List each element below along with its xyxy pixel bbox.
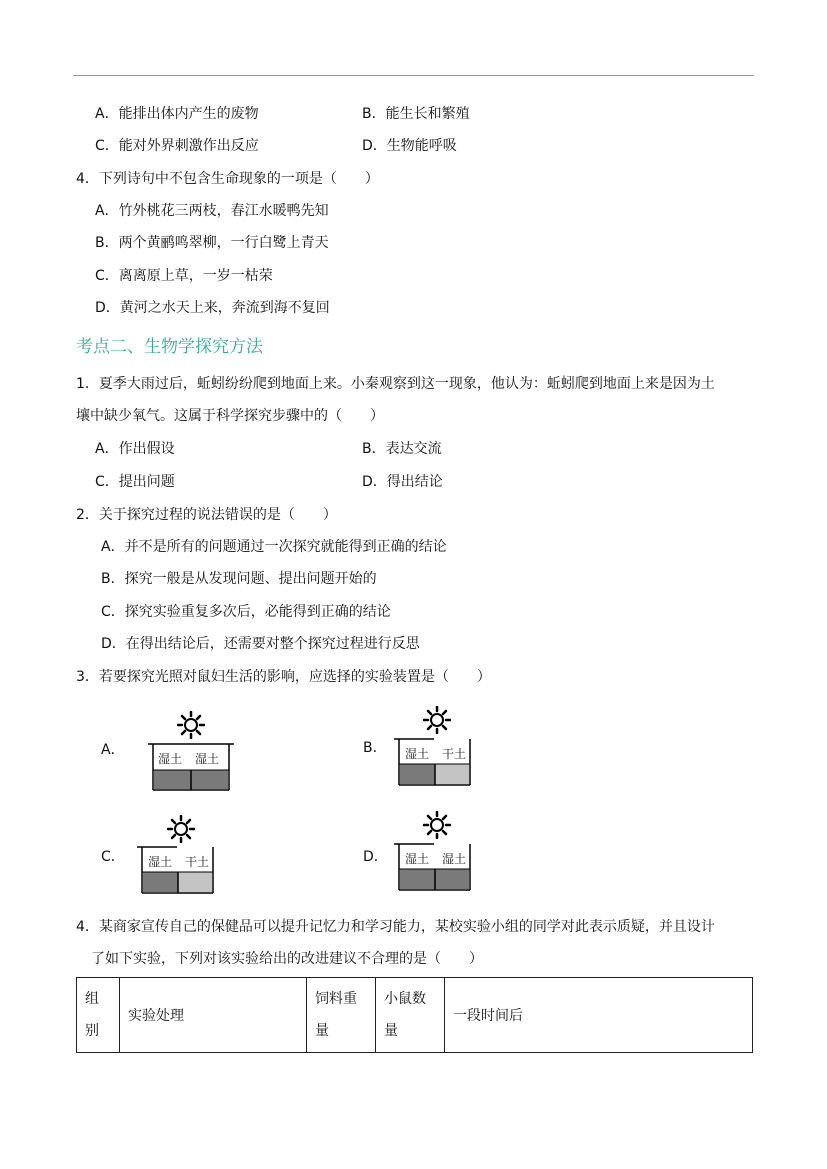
sun-icon: [177, 711, 205, 739]
q1-option-b: B．表达交流: [362, 441, 442, 457]
prev-q4-option-b: B．两个黄鹂鸣翠柳，一行白鹭上青天: [95, 235, 329, 251]
soil-right: [178, 872, 212, 892]
sun-icon: [167, 815, 195, 843]
prev-q4-option-a: A．竹外桃花三两枝，春江水暖鸭先知: [95, 203, 329, 219]
prev-q3-option-a: A．能排出体内产生的废物: [95, 106, 259, 122]
apparatus-c-left-label: 湿土: [148, 855, 173, 869]
prev-q3-option-b: B．能生长和繁殖: [362, 106, 470, 122]
q2-option-c: C．探究实验重复多次后，必能得到正确的结论: [101, 604, 391, 620]
q1-stem-line2: 壤中缺少氧气。这属于科学探究步骤中的（ ）: [76, 408, 384, 424]
header-treatment: 实验处理: [120, 978, 307, 1053]
soil-left: [400, 764, 435, 784]
section-title: 考点二、生物学探究方法: [76, 337, 263, 357]
prev-q4-option-d: D．黄河之水天上来，奔流到海不复回: [95, 300, 330, 316]
q3-stem: 3．若要探究光照对鼠妇生活的影响，应选择的实验装置是（ ）: [76, 669, 491, 685]
q2-stem: 2．关于探究过程的说法错误的是（ ）: [76, 507, 337, 523]
apparatus-d-right-label: 湿土: [442, 852, 467, 866]
prev-q4-stem: 4．下列诗句中不包含生命现象的一项是（ ）: [76, 171, 379, 187]
apparatus-d-left-label: 湿土: [405, 852, 430, 866]
soil-right: [435, 764, 469, 784]
prev-q4-option-c: C．离离原上草，一岁一枯荣: [95, 268, 273, 284]
q2-option-a: A．并不是所有的问题通过一次探究就能得到正确的结论: [101, 539, 447, 555]
q3-option-c-label: C．: [101, 849, 125, 865]
q1-stem-line1: 1．夏季大雨过后，蚯蚓纷纷爬到地面上来。小秦观察到这一现象，他认为：蚯蚓爬到地面上来是因为土: [76, 376, 715, 392]
apparatus-a-left-label: 湿土: [158, 752, 183, 766]
q3-option-b-label: B．: [363, 740, 387, 756]
soil-left: [400, 869, 435, 889]
prev-q3-option-c: C．能对外界刺激作出反应: [95, 138, 259, 154]
q2-option-b: B．探究一般是从发现问题、提出问题开始的: [101, 571, 377, 587]
q4-stem-line2: 了如下实验，下列对该实验给出的改进建议不合理的是（ ）: [91, 951, 483, 967]
table-header-row: [77, 978, 753, 1053]
q1-option-a: A．作出假设: [95, 441, 175, 457]
apparatus-c: [137, 846, 217, 894]
soil-right: [191, 770, 228, 789]
apparatus-c-right-label: 干土: [185, 855, 210, 869]
prev-q3-option-d: D．生物能呼吸: [362, 138, 457, 154]
soil-left: [154, 770, 191, 789]
sun-icon: [423, 811, 451, 839]
apparatus-d: [394, 843, 474, 891]
experiment-table: [76, 977, 753, 1053]
q1-option-c: C．提出问题: [95, 474, 175, 490]
apparatus-b: [394, 738, 474, 786]
q1-option-d: D．得出结论: [362, 474, 443, 490]
header-feed-weight: 饲料重量: [307, 978, 376, 1053]
soil-left: [143, 872, 178, 892]
q4-stem-line1: 4．某商家宣传自己的保健品可以提升记忆力和学习能力，某校实验小组的同学对此表示质疑，并且设计: [76, 919, 715, 935]
apparatus-b-right-label: 干土: [442, 747, 467, 761]
q3-option-a-label: A．: [101, 742, 125, 758]
q2-option-d: D．在得出结论后，还需要对整个探究过程进行反思: [101, 636, 420, 652]
apparatus-b-left-label: 湿土: [405, 747, 430, 761]
q3-option-d-label: D．: [363, 849, 388, 865]
apparatus-a-right-label: 湿土: [195, 752, 220, 766]
header-after-period: 一段时间后: [445, 978, 753, 1053]
header-group: 组别: [77, 978, 120, 1053]
header-mouse-count: 小鼠数量: [376, 978, 445, 1053]
sun-icon: [423, 706, 451, 734]
header-rule: [73, 75, 754, 76]
soil-right: [435, 869, 469, 889]
apparatus-a: [148, 743, 234, 791]
